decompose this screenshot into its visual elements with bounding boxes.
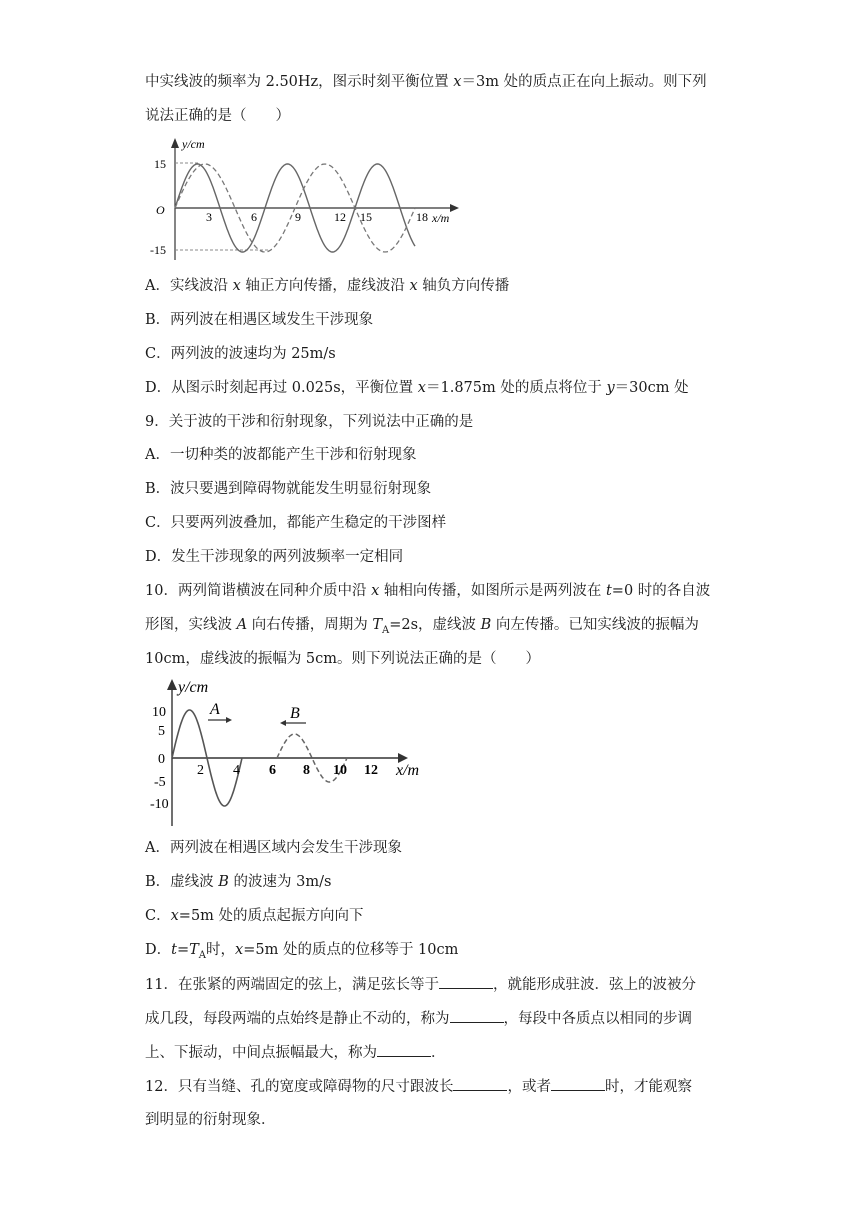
q8-y-arrow bbox=[171, 138, 179, 148]
q8-stem-line2: 说法正确的是（ ） bbox=[145, 108, 290, 124]
q9-option-c: C．只要两列波叠加，都能产生稳定的干涉图样 bbox=[145, 515, 447, 531]
q10-ytick-5: 5 bbox=[158, 724, 165, 739]
q8-xtick-9: 9 bbox=[295, 210, 301, 224]
q11-line2: 成几段，每段两端的点始终是静止不动的，称为 ，每段中各质点以相同的步调 bbox=[145, 1008, 692, 1029]
q8-xtick-12: 12 bbox=[334, 210, 346, 224]
q10-xtick-10: 10 bbox=[333, 763, 347, 778]
q12-blank-2[interactable] bbox=[551, 1076, 605, 1091]
q8-option-a: A．实线波沿 x 轴正方向传播，虚线波沿 x 轴负方向传播 bbox=[145, 278, 510, 294]
q11-line1: 11．在张紧的两端固定的弦上，满足弦长等于 ，就能形成驻波．弦上的波被分 bbox=[145, 974, 696, 995]
q10-stem-line1: 10．两列简谐横波在同种介质中沿 x 轴相向传播，如图所示是两列波在 t=0 时的各自波 bbox=[145, 583, 711, 599]
q8-ytick-neg15: -15 bbox=[150, 243, 166, 257]
q10-label-b: B bbox=[290, 705, 300, 722]
q10-option-d: D．$t=T_A$时，x=5m 处的质点的位移等于 10cm bbox=[145, 942, 459, 961]
q10-option-a: A．两列波在相遇区域内会发生干涉现象 bbox=[145, 840, 402, 856]
q8-x-label: x/m bbox=[432, 211, 450, 225]
q10-option-b: B．虚线波 B 的波速为 3m/s bbox=[145, 874, 332, 890]
q10-ytick-0: 0 bbox=[158, 752, 165, 767]
q8-x-arrow bbox=[450, 204, 459, 212]
q8-xtick-15: 15 bbox=[360, 210, 372, 224]
q10-xtick-12: 12 bbox=[364, 763, 378, 778]
q10-wave-figure bbox=[150, 676, 440, 828]
q11-blank-1[interactable] bbox=[439, 974, 493, 989]
q11-blank-2[interactable] bbox=[450, 1008, 504, 1023]
q11-line3: 上、下振动，中间点振幅最大，称为 ． bbox=[145, 1042, 446, 1063]
q10-y-arrow bbox=[167, 679, 177, 690]
q8-xtick-18: 18 bbox=[416, 210, 428, 224]
q10-xtick-2: 2 bbox=[197, 763, 204, 778]
q10-stem-line3: 10cm，虚线波的振幅为 5cm。则下列说法正确的是（ ） bbox=[145, 651, 541, 667]
q8-ytick-15: 15 bbox=[154, 157, 166, 171]
q8-option-c: C．两列波的波速均为 25m/s bbox=[145, 346, 336, 362]
q12-line1: 12．只有当缝、孔的宽度或障碍物的尺寸跟波长 ，或者 时，才能观察 bbox=[145, 1076, 692, 1097]
q10-ytick-10: 10 bbox=[152, 705, 166, 720]
q8-option-b: B．两列波在相遇区域发生干涉现象 bbox=[145, 312, 374, 328]
q10-arrow-a-head bbox=[226, 717, 232, 723]
q10-stem-line2: 形图，实线波 A 向右传播，周期为 $T_A=2s$，虚线波 B 向左传播。已知实线波的振幅为 bbox=[145, 617, 699, 636]
q9-stem: 9．关于波的干涉和衍射现象，下列说法中正确的是 bbox=[145, 414, 474, 430]
q10-xtick-4: 4 bbox=[233, 763, 240, 778]
q12-line2: 到明显的衍射现象． bbox=[145, 1112, 276, 1128]
q8-option-d: D．从图示时刻起再过 0.025s，平衡位置 x＝1.875m 处的质点将位于 y＝30cm 处 bbox=[145, 380, 689, 396]
q10-ytick-neg10: -10 bbox=[150, 797, 169, 812]
q10-y-label: y/cm bbox=[178, 679, 209, 696]
q10-option-c: C．x=5m 处的质点起振方向向下 bbox=[145, 908, 364, 924]
q10-xtick-8: 8 bbox=[303, 763, 310, 778]
q12-blank-1[interactable] bbox=[453, 1076, 507, 1091]
q10-label-a: A bbox=[210, 701, 220, 718]
q10-xtick-6: 6 bbox=[269, 763, 276, 778]
q11-blank-3[interactable] bbox=[377, 1042, 431, 1057]
q10-ytick-neg5: -5 bbox=[154, 775, 166, 790]
q8-origin-label: O bbox=[156, 203, 165, 217]
q8-wave-figure bbox=[150, 134, 470, 262]
q9-option-b: B．波只要遇到障碍物就能发生明显衍射现象 bbox=[145, 481, 432, 497]
q9-option-a: A．一切种类的波都能产生干涉和衍射现象 bbox=[145, 447, 417, 463]
q10-x-label: x/m bbox=[396, 762, 420, 779]
q8-stem-line1: 中实线波的频率为 2.50Hz，图示时刻平衡位置 x＝3m 处的质点正在向上振动。则下列 bbox=[145, 74, 707, 90]
q9-option-d: D．发生干涉现象的两列波频率一定相同 bbox=[145, 549, 404, 565]
q8-xtick-6: 6 bbox=[251, 210, 257, 224]
q8-xtick-3: 3 bbox=[206, 210, 212, 224]
q8-y-label: y/cm bbox=[182, 137, 205, 151]
q10-arrow-b-head bbox=[280, 720, 286, 726]
